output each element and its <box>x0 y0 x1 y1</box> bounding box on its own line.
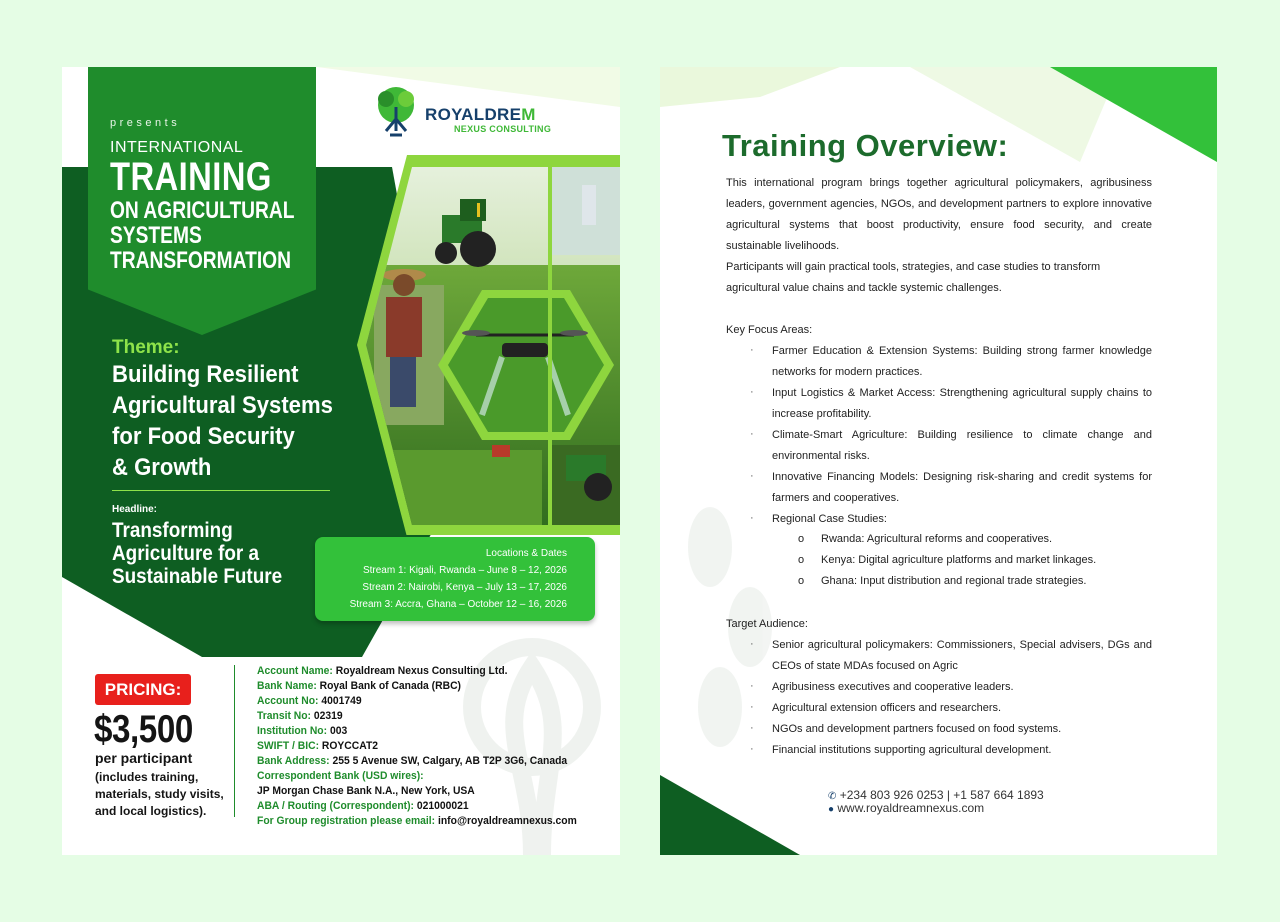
bank-label: Institution No: <box>257 725 330 737</box>
theme-line: for Food Security <box>112 423 295 450</box>
theme-line: & Growth <box>112 454 212 481</box>
intro-paragraph: This international program brings together agricultural policymakers, agribusiness leaders, government agencies, NGOs, and development partners to explore innovative agricultural systems that boost productivity, ensure food security, and create sustainable livelihoods. <box>726 177 1152 252</box>
bullet-marker: · <box>750 638 754 650</box>
bank-label: Bank Address: <box>257 755 333 767</box>
focus-item: Regional Case Studies: <box>772 513 887 525</box>
bank-label: Correspondent Bank (USD wires): <box>257 770 424 782</box>
phone-contact <box>828 788 1044 802</box>
includes-line: materials, study visits, <box>95 787 224 801</box>
includes-text <box>95 769 245 820</box>
audience-item: Agribusiness executives and cooperative leaders. <box>772 681 1014 693</box>
locations-box <box>315 537 595 621</box>
theme-line: Building Resilient <box>112 361 299 388</box>
bank-label: Transit No: <box>257 710 314 722</box>
light-corner-shape <box>660 67 840 107</box>
subtitle-line: TRANSFORMATION <box>110 247 291 274</box>
focus-item: Farmer Education & Extension Systems: Building strong farmer knowledge networks for modern practices. <box>772 345 1152 378</box>
bullet-marker: · <box>750 470 754 482</box>
website-link[interactable]: www.royaldreamnexus.com <box>837 801 985 815</box>
flyer-page <box>62 67 620 855</box>
audience-label: Target Audience: <box>726 618 808 630</box>
bank-value: 4001749 <box>321 695 362 707</box>
case-marker: o <box>798 575 805 587</box>
bank-row <box>257 784 577 799</box>
bank-value: Royaldream Nexus Consulting Ltd. <box>335 665 508 677</box>
case-item: Rwanda: Agricultural reforms and cooperatives. <box>821 533 1053 545</box>
intro-paragraph-2: Participants will gain practical tools, strategies, and case studies to transform agricultural value chains and tackle systemic challenges. <box>726 261 1101 294</box>
tree-logo-icon <box>370 85 422 141</box>
bank-label: ABA / Routing (Correspondent): <box>257 800 417 812</box>
audience-item: Agricultural extension officers and researchers. <box>772 702 1002 714</box>
bank-row <box>257 709 577 724</box>
locations-title: Locations & Dates <box>485 548 567 559</box>
bank-row <box>257 799 577 814</box>
bank-value: 021000021 <box>416 800 469 812</box>
logo-name-part: M <box>521 105 536 124</box>
overview-title: Training Overview: <box>722 128 1009 163</box>
bank-row <box>257 754 577 769</box>
dark-corner-shape <box>660 775 800 855</box>
bank-row <box>257 739 577 754</box>
title-subtitle <box>110 198 295 273</box>
logo-name <box>425 105 536 125</box>
light-corner-shape <box>317 67 620 107</box>
case-item: Kenya: Digital agriculture platforms and market linkages. <box>821 554 1097 566</box>
bank-row <box>257 664 577 679</box>
bank-value: ROYCCAT2 <box>321 740 379 752</box>
headline-line: Sustainable Future <box>112 565 283 588</box>
logo-subtitle: NEXUS CONSULTING <box>454 124 552 134</box>
website-contact[interactable] <box>828 801 984 815</box>
photo-collage <box>352 155 620 535</box>
per-participant-text: per participant <box>95 750 193 766</box>
bank-row <box>257 769 577 784</box>
bank-value: Royal Bank of Canada (RBC) <box>319 680 461 692</box>
stream-item: Stream 1: Kigali, Rwanda – June 8 – 12, 2026 <box>362 565 567 576</box>
headline-line: Agriculture for a <box>112 542 260 565</box>
case-marker: o <box>798 533 805 545</box>
title-international: INTERNATIONAL <box>110 139 244 156</box>
stream-item: Stream 2: Nairobi, Kenya – July 13 – 17, 2026 <box>362 582 567 593</box>
headline-text <box>112 519 282 588</box>
bank-row <box>257 679 577 694</box>
bank-value: 02319 <box>313 710 343 722</box>
theme-label: Theme: <box>112 337 180 358</box>
bank-value: info@royaldreamnexus.com <box>437 815 577 827</box>
bank-label: Account Name: <box>257 665 336 677</box>
bank-label: Bank Name: <box>257 680 320 692</box>
bullet-marker: · <box>750 386 754 398</box>
focus-item: Climate-Smart Agriculture: Building resilience to climate change and environmental risks. <box>772 429 1152 462</box>
phone-icon: ✆ <box>828 791 837 802</box>
bank-label: Account No: <box>257 695 322 707</box>
focus-item: Input Logistics & Market Access: Strengthening agricultural supply chains to increase profitability. <box>772 387 1152 420</box>
audience-item: NGOs and development partners focused on food systems. <box>772 723 1062 735</box>
bullet-marker: · <box>750 701 754 713</box>
bullet-marker: · <box>750 512 754 524</box>
headline-label: Headline: <box>112 504 158 515</box>
bullet-marker: · <box>750 680 754 692</box>
bank-row <box>257 814 577 829</box>
case-item: Ghana: Input distribution and regional trade strategies. <box>821 575 1087 587</box>
audience-item: Financial institutions supporting agricultural development. <box>772 744 1052 756</box>
farmer-photo <box>374 269 444 425</box>
subtitle-line: SYSTEMS <box>110 222 202 249</box>
divider <box>112 490 330 491</box>
theme-line: Agricultural Systems <box>112 392 333 419</box>
bank-row <box>257 694 577 709</box>
bank-divider <box>234 665 235 817</box>
title-training: TRAINING <box>110 155 272 199</box>
focus-item: Innovative Financing Models: Designing risk-sharing and credit systems for farmers and cooperatives. <box>772 471 1152 504</box>
case-marker: o <box>798 554 805 566</box>
bank-label: For Group registration please email: <box>257 815 438 827</box>
bullet-marker: · <box>750 722 754 734</box>
stream-item: Stream 3: Accra, Ghana – October 12 – 16, 2026 <box>349 599 567 610</box>
bank-value: JP Morgan Chase Bank N.A., New York, USA <box>257 785 475 797</box>
bank-label: SWIFT / BIC: <box>257 740 322 752</box>
bank-row <box>257 724 577 739</box>
includes-line: and local logistics). <box>95 804 207 818</box>
focus-label: Key Focus Areas: <box>726 324 813 336</box>
presents-text: presents <box>110 117 181 129</box>
bank-value: 255 5 Avenue SW, Calgary, AB T2P 3G6, Canada <box>332 755 568 767</box>
bank-value: 003 <box>329 725 348 737</box>
bullet-marker: · <box>750 743 754 755</box>
overview-page <box>660 67 1217 855</box>
bank-details <box>257 664 577 829</box>
phone-numbers: +234 803 926 0253 | +1 587 664 1893 <box>839 788 1044 802</box>
subtitle-line: ON AGRICULTURAL <box>110 197 295 224</box>
bullet-marker: · <box>750 428 754 440</box>
headline-line: Transforming <box>112 519 233 542</box>
includes-line: (includes training, <box>95 770 199 784</box>
audience-item: Senior agricultural policymakers: Commissioners, Special advisers, DGs and CEOs of state MDAs focused on Agric <box>772 639 1152 672</box>
price-value: $3,500 <box>94 708 193 751</box>
theme-text <box>112 359 379 483</box>
globe-icon: ● <box>828 804 835 815</box>
logo-name-part: ROYALDRE <box>425 105 522 124</box>
pricing-badge: PRICING: <box>95 674 191 705</box>
bullet-marker: · <box>750 344 754 356</box>
